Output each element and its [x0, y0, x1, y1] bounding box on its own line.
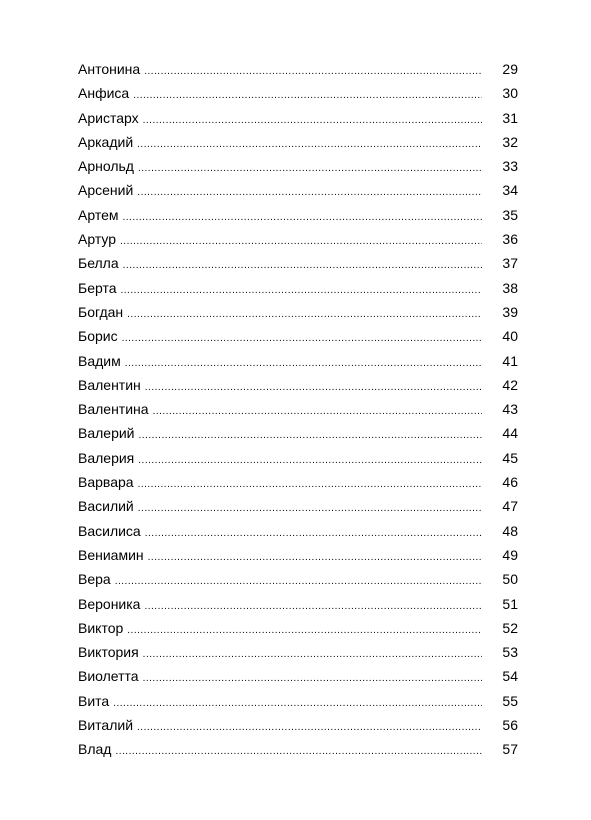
toc-entry-name: Виолетта [78, 668, 139, 685]
toc-entry [78, 349, 518, 373]
toc-dot-leader [123, 254, 482, 278]
toc-dot-leader [143, 109, 482, 133]
toc-dot-leader [138, 449, 482, 473]
toc-entry [78, 446, 518, 470]
toc-dot-leader [115, 740, 482, 764]
toc-dot-leader [145, 522, 482, 546]
toc-entry-page-number: 39 [502, 303, 518, 320]
toc-entry-page-number: 52 [502, 619, 518, 636]
toc-dot-leader [143, 667, 482, 691]
toc-dot-leader [127, 303, 482, 327]
toc-entry-name: Белла [78, 255, 119, 272]
toc-entry [78, 664, 518, 688]
toc-dot-leader [121, 279, 483, 303]
toc-entry-page-number: 44 [502, 425, 518, 442]
toc-entry [78, 397, 518, 421]
toc-entry [78, 276, 518, 300]
toc-entry [78, 592, 518, 616]
table-of-contents [78, 57, 518, 762]
toc-dot-leader [137, 716, 482, 740]
toc-entry-page-number: 41 [502, 352, 518, 369]
toc-entry [78, 300, 518, 324]
toc-entry [78, 178, 518, 202]
toc-entry-name: Валентина [78, 401, 149, 418]
toc-entry-page-number: 45 [502, 449, 518, 466]
toc-dot-leader [153, 400, 482, 424]
toc-entry [78, 616, 518, 640]
toc-entry-name: Борис [78, 328, 118, 345]
toc-entry [78, 324, 518, 348]
toc-entry [78, 57, 518, 81]
toc-entry-page-number: 31 [502, 109, 518, 126]
toc-dot-leader [144, 60, 482, 84]
toc-dot-leader [145, 376, 482, 400]
toc-entry [78, 470, 518, 494]
toc-entry-name: Антонина [78, 61, 141, 77]
toc-dot-leader [125, 352, 482, 376]
toc-entry-name: Виктор [78, 619, 124, 636]
toc-entry-name: Валентин [78, 376, 141, 393]
toc-entry-name: Богдан [78, 303, 124, 320]
toc-dot-leader [138, 157, 482, 181]
toc-entry-name: Вероника [78, 595, 141, 612]
toc-dot-leader [139, 424, 482, 448]
toc-entry-name: Арсений [78, 182, 134, 199]
toc-entry-page-number: 50 [502, 571, 518, 588]
toc-entry-page-number: 30 [502, 85, 518, 102]
toc-dot-leader [115, 570, 482, 594]
toc-entry [78, 519, 518, 543]
toc-entry-name: Берта [78, 279, 117, 296]
toc-entry-name: Артем [78, 206, 119, 223]
toc-dot-leader [133, 84, 482, 108]
toc-entry-name: Аристарх [78, 109, 139, 126]
toc-dot-leader [148, 546, 482, 570]
toc-entry-page-number: 54 [502, 668, 518, 685]
toc-entry [78, 154, 518, 178]
toc-entry [78, 567, 518, 591]
toc-entry-page-number: 47 [502, 498, 518, 515]
toc-entry-name: Вита [78, 692, 110, 709]
toc-entry-page-number: 32 [502, 133, 518, 150]
toc-entry-page-number: 35 [502, 206, 518, 223]
toc-dot-leader [122, 206, 482, 230]
toc-entry-name: Варвара [78, 474, 134, 491]
toc-entry-page-number: 49 [502, 546, 518, 563]
toc-entry [78, 689, 518, 713]
toc-entry-page-number: 38 [502, 279, 518, 296]
toc-dot-leader [137, 133, 482, 157]
toc-entry [78, 203, 518, 227]
toc-entry-name: Валерия [78, 449, 135, 466]
toc-entry-name: Анфиса [78, 85, 130, 102]
toc-entry-name: Вениамин [78, 546, 144, 563]
toc-dot-leader [113, 692, 482, 716]
toc-entry-page-number: 43 [502, 401, 518, 418]
toc-entry [78, 130, 518, 154]
toc-entry-name: Влад [78, 741, 112, 758]
toc-dot-leader [138, 497, 482, 521]
toc-entry [78, 81, 518, 105]
toc-entry-name: Валерий [78, 425, 135, 442]
toc-entry-page-number: 37 [502, 255, 518, 272]
toc-entry-name: Артур [78, 231, 117, 248]
toc-entry-name: Вера [78, 571, 111, 588]
toc-entry-page-number: 40 [502, 328, 518, 345]
toc-dot-leader [144, 595, 482, 619]
toc-entry [78, 421, 518, 445]
toc-dot-leader [143, 643, 482, 667]
toc-entry [78, 543, 518, 567]
toc-entry-page-number: 56 [502, 717, 518, 734]
toc-entry-page-number: 57 [502, 741, 518, 758]
toc-entry-page-number: 33 [502, 158, 518, 175]
toc-dot-leader [127, 619, 482, 643]
toc-entry [78, 737, 518, 761]
toc-entry-page-number: 34 [502, 182, 518, 199]
toc-entry-name: Василиса [78, 522, 141, 539]
toc-entry-page-number: 36 [502, 231, 518, 248]
toc-entry [78, 713, 518, 737]
toc-entry [78, 106, 518, 130]
toc-dot-leader [138, 473, 482, 497]
toc-entry-name: Виктория [78, 644, 139, 661]
toc-dot-leader [120, 230, 482, 254]
toc-entry-name: Виталий [78, 717, 134, 734]
toc-entry-name: Василий [78, 498, 134, 515]
toc-dot-leader [137, 181, 482, 205]
toc-entry-page-number: 29 [502, 61, 518, 77]
toc-entry-page-number: 53 [502, 644, 518, 661]
toc-entry-page-number: 55 [502, 692, 518, 709]
toc-entry-name: Вадим [78, 352, 121, 369]
toc-entry-page-number: 42 [502, 376, 518, 393]
toc-entry-page-number: 46 [502, 474, 518, 491]
toc-entry-page-number: 51 [502, 595, 518, 612]
toc-entry [78, 494, 518, 518]
toc-entry [78, 373, 518, 397]
toc-dot-leader [122, 327, 482, 351]
toc-entry-page-number: 48 [502, 522, 518, 539]
toc-entry-name: Аркадий [78, 133, 134, 150]
toc-entry [78, 251, 518, 275]
toc-entry [78, 227, 518, 251]
toc-entry-name: Арнольд [78, 158, 134, 175]
toc-entry [78, 640, 518, 664]
